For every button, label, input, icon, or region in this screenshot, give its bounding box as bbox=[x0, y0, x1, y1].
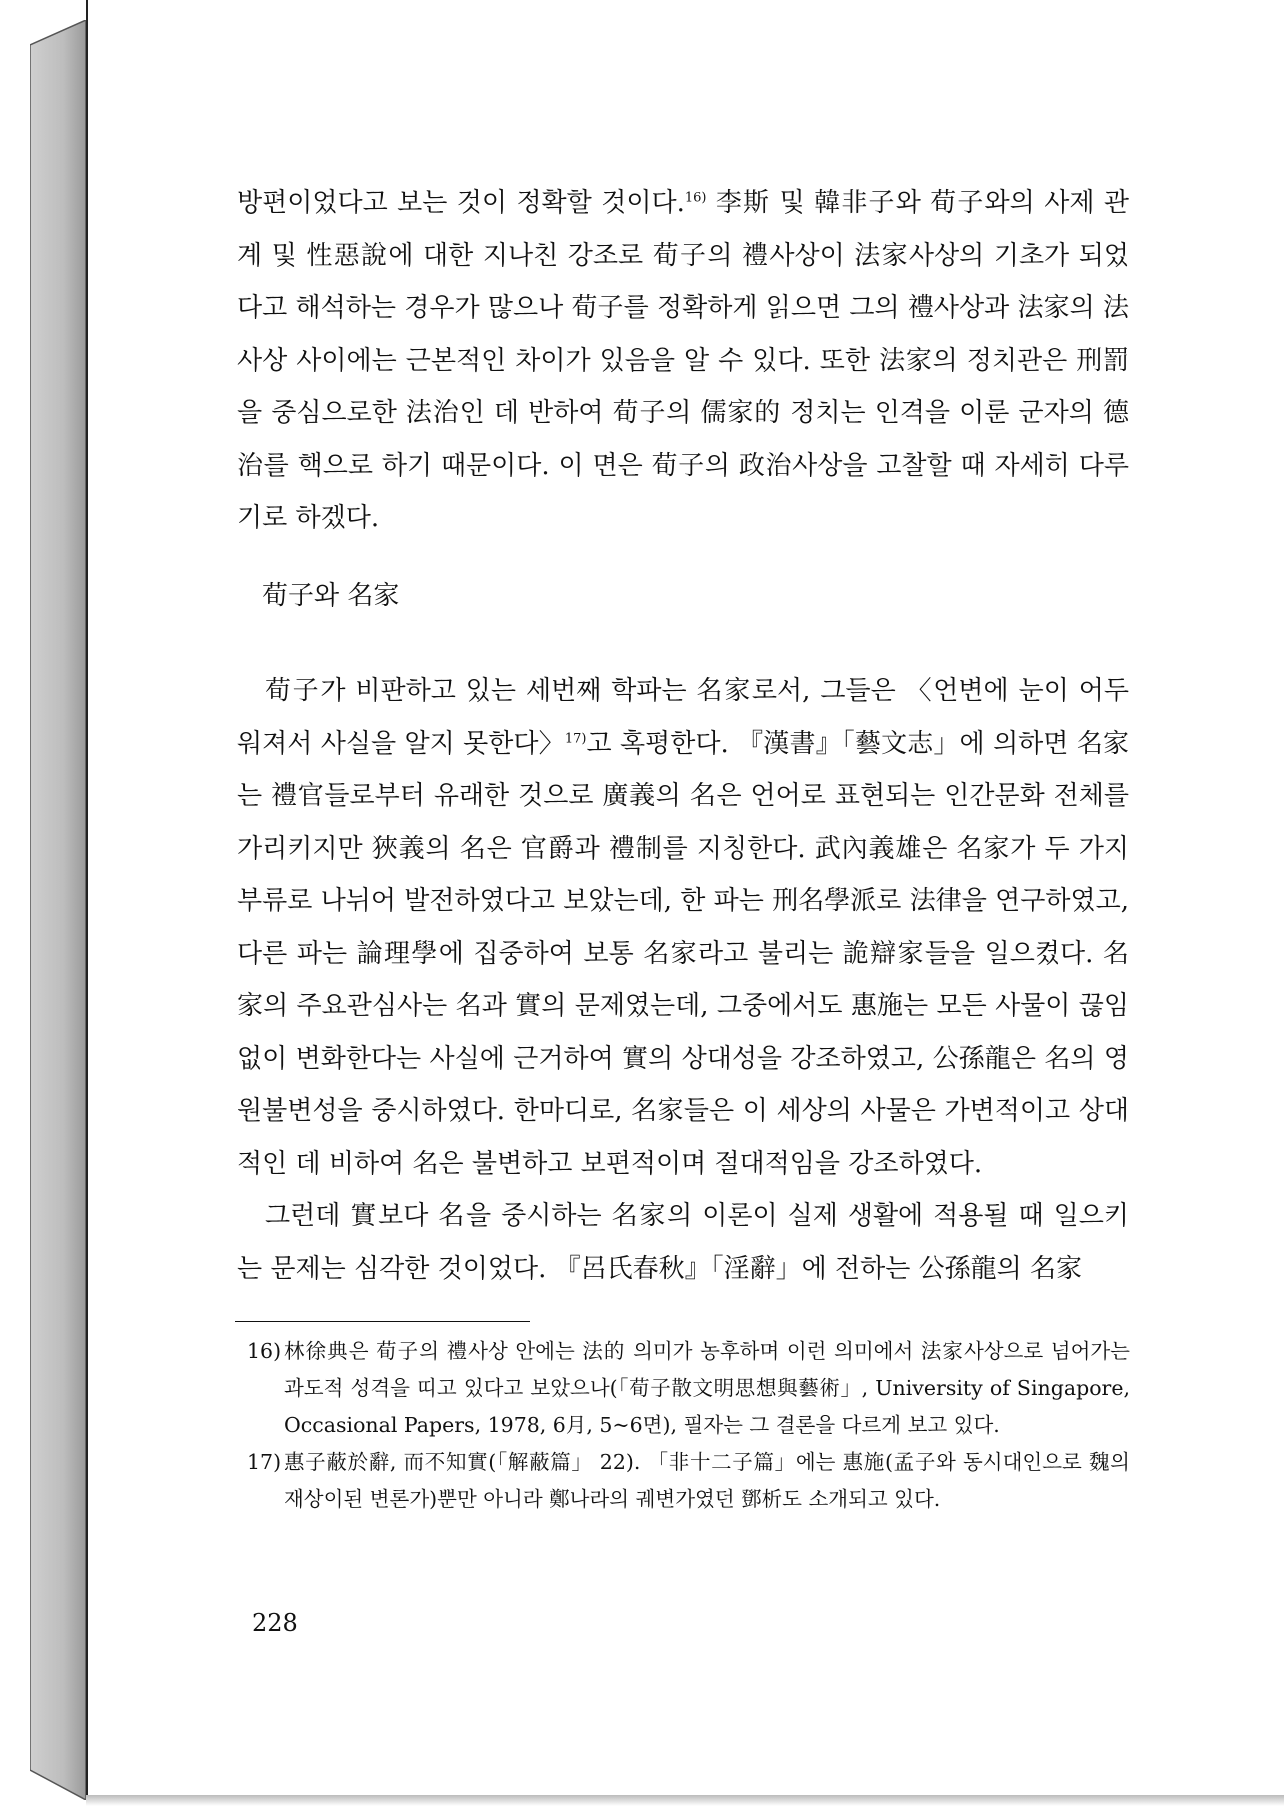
paragraph-1 bbox=[237, 177, 1129, 545]
footnote-ref-16: 16) bbox=[684, 190, 707, 206]
paragraph-1-text-b: 李斯 및 韓非子와 荀子와의 사제 관계 및 性惡說에 대한 지나친 강조로 荀子의 禮사상이 法家사상의 기초가 되었다고 해석하는 경우가 많으나 荀子를 정확하게 읽으면 그의 禮사상과 法家의 法사상 사이에는 근본적인 차이가 있음을 알 수 있다. 또한 法家의 정치관은 刑罰을 중심으로한 法治인 데 반하여 荀子의 儒家的 정치는 인격을 이룬 군자의 德治를 핵으로 하기 때문이다. 이 면은 荀子의 政治사상을 고찰할 때 자세히 다루기로 하겠다. bbox=[237, 188, 1129, 533]
footnote-text: 惠子蔽於辭, 而不知實(「解蔽篇」 22). 「非十二子篇」에는 惠施(孟子와 동시대인으로 魏의 재상이된 변론가)뿐만 아니라 鄭나라의 궤변가였던 鄧析도 소개되고 있다. bbox=[284, 1450, 1130, 1511]
page-shadow bbox=[86, 1795, 1284, 1806]
footnote-divider bbox=[235, 1321, 530, 1322]
footnote-number: 17) bbox=[247, 1450, 282, 1474]
footnote-ref-17: 17) bbox=[564, 730, 587, 746]
paragraph-2-text-a: 荀子가 비판하고 있는 세번째 학파는 名家로서, 그들은 〈언변에 눈이 어두워져서 사실을 알지 못한다〉 bbox=[237, 676, 1129, 759]
footnotes bbox=[247, 1333, 1130, 1518]
paragraph-2-text-b: 고 혹평한다. 『漢書』「藝文志」에 의하면 名家는 禮官들로부터 유래한 것으로 廣義의 名은 언어로 표현되는 인간문화 전체를 가리키지만 狹義의 名은 官爵과 禮制를 지칭한다. 武內義雄은 名家가 두 가지 부류로 나뉘어 발전하였다고 보았는데, 한 파는 刑名學派로 法律을 연구하였고, 다른 파는 論理學에 집중하여 보통 名家라고 불리는 詭辯家들을 일으켰다. 名家의 주요관심사는 名과 實의 문제였는데, 그중에서도 惠施는 모든 사물이 끊임없이 변화한다는 사실에 근거하여 實의 상대성을 강조하였고, 公孫龍은 名의 영원불변성을 중시하였다. 한마디로, 名家들은 이 세상의 사물은 가변적이고 상대적인 데 비하여 名은 불변하고 보편적이며 절대적임을 강조하였다. bbox=[237, 728, 1129, 1179]
footnote-number: 16) bbox=[247, 1339, 282, 1363]
section-heading: 荀子와 名家 bbox=[262, 581, 400, 611]
paragraph-2 bbox=[237, 665, 1129, 1295]
footnote-text: 林徐典은 荀子의 禮사상 안에는 法的 의미가 농후하며 이런 의미에서 法家사상으로 넘어가는 과도적 성격을 띠고 있다고 보았으나(「荀子散文明思想與藝術」, University of Singapore, Occasional Papers, 1978, 6月, 5~6면), 필자는 그 결론을 다르게 보고 있다. bbox=[284, 1339, 1130, 1437]
footnote-16 bbox=[247, 1333, 1130, 1444]
footnote-17 bbox=[247, 1444, 1130, 1518]
page-number: 228 bbox=[252, 1609, 298, 1637]
paragraph-3: 그런데 實보다 名을 중시하는 名家의 이론이 실제 생활에 적용될 때 일으키는 문제는 심각한 것이었다. 『呂氏春秋』「淫辭」에 전하는 公孫龍의 名家 bbox=[237, 1201, 1129, 1284]
book-spine bbox=[30, 20, 86, 1800]
paragraph-1-text-a: 방편이었다고 보는 것이 정확할 것이다. bbox=[237, 188, 685, 218]
